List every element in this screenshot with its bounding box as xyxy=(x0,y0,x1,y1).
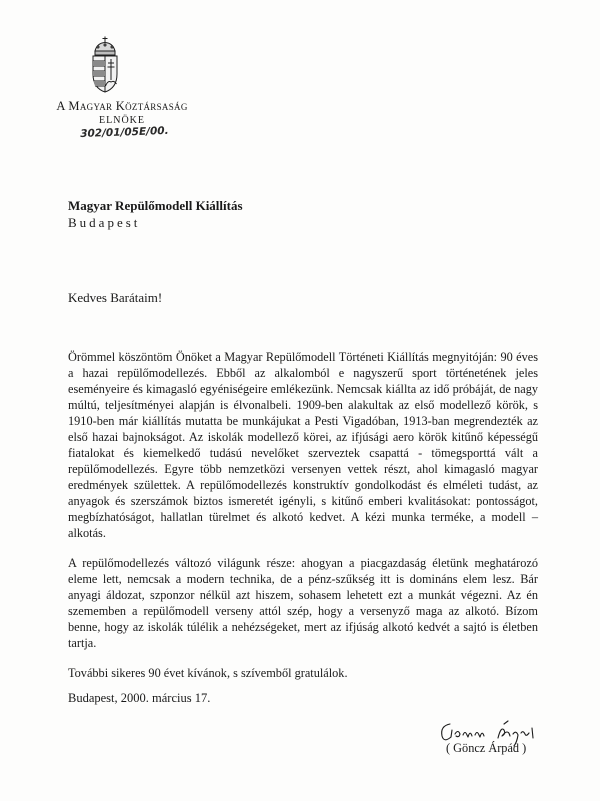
body-paragraph: A repülőmodellezés változó világunk része: ahogyan a piacgazdaság életünk meghatározó eleme lett, nemcsak a modern technika, de a pénz-szűkség itt is domináns elem lesz. Bár anyagi áldozat, szponzor nélkül azt hiszem, sohasem lehetett ezt a munkát végezni. Az én szememben a repülőmodell verseny attól szép, hogy a versenyző maga az alkotó. Bízom benne, hogy az iskolák túlélik a nehézségeket, mert az ifjúság alkotó kedvét a sajtó is életben tartja. xyxy=(68,556,538,650)
recipient-block xyxy=(68,197,243,232)
office-title: A Magyar Köztársaság xyxy=(56,99,188,113)
office-subtitle: ELNÖKE xyxy=(99,115,145,126)
body-paragraph: További sikeres 90 évet kívánok, s szívemből gratulálok. xyxy=(68,666,348,680)
reference-number: 302/01/05E/00. xyxy=(80,124,169,140)
coat-of-arms-icon xyxy=(90,36,120,94)
signer-name: ( Göncz Árpád ) xyxy=(446,741,527,755)
salutation: Kedves Barátaim! xyxy=(68,290,163,305)
recipient-name: Magyar Repülőmodell Kiállítás xyxy=(68,198,243,213)
letter-body xyxy=(68,349,538,695)
recipient-city: Budapest xyxy=(68,215,141,230)
body-paragraph: Örömmel köszöntöm Önöket a Magyar Repülőmodell Történeti Kiállítás megnyitóján: 90 éves a hazai repülőmodellezés. Ebből az alkalomból e nagyszerű sport történetének jeles eseményeire és kimagasló egyéniségeire emlékezünk. Nemcsak kiállta az idő próbáját, de nagy múltú, teljesítményei alapján is élvonalbeli. 1909-ben alakultak az első modellező körök, s 1910-ben már kiállítás mutatta be munkájukat a Pesti Vigadóban, 1913-ban megrendezték az első hazai bajnokságot. Az iskolák modellező körei, az ifjúsági aero körök kitűnő képességű fiatalokat és kiemelkedő tudású nevelőket szerveztek csapattá - tömegsporttá vált a repülőmodellezés. Egyre több nemzetközi versenyen vettek részt, ahol kimagasló magyar eredmények születtek. A repülőmodellezés konstruktív gondolkodást és elméleti tudást, az anyagok és szerszámok biztos ismeretét igényli, s kitűnő emberi kvalitásokat: pontosságot, megbízhatóságot, hallatlan türelmet és alkotó kedvet. A kézi munka terméke, a modell – alkotás. xyxy=(68,350,538,540)
date-place: Budapest, 2000. március 17. xyxy=(68,691,211,705)
office-letterhead xyxy=(32,99,212,127)
